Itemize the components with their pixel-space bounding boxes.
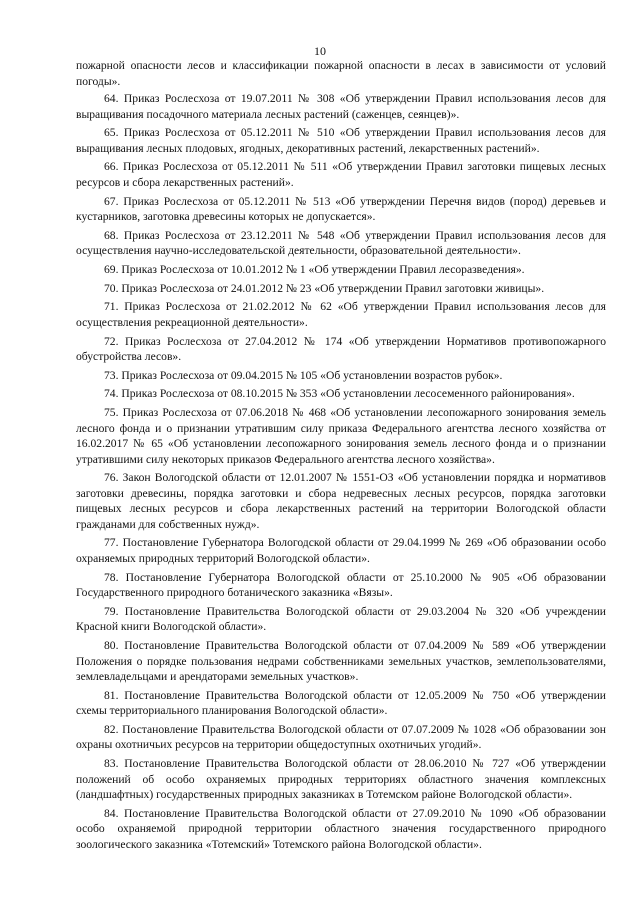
list-item-70: 70. Приказ Рослесхоза от 24.01.2012 № 23 «Об утверждении Правил заготовки живицы». — [104, 281, 545, 295]
list-item-77: 77. Постановление Губернатора Вологодской области от 29.04.1999 № 269 «Об образовании особо охраняемых природных территорий Вологодской области». — [76, 536, 606, 565]
paragraph-continuation: пожарной опасности лесов и классификации пожарной опасности в лесах в зависимости от условий погоды». — [76, 59, 606, 88]
list-item-67: 67. Приказ Рослесхоза от 05.12.2011 № 513 «Об утверждении Перечня видов (пород) деревьев и кустарников, заготовка древесины которых не допускается». — [76, 194, 606, 224]
list-item-69: 69. Приказ Рослесхоза от 10.01.2012 № 1 «Об утверждении Правил лесоразведения». — [104, 262, 525, 276]
list-item-84: 84. Постановление Правительства Вологодской области от 27.09.2010 № 1090 «Об образовании особо охраняемой природной территории областного значения государственного природного зоологического заказника «Тотемский» Тотемского района Вологодской области». — [76, 806, 606, 851]
list-item-80: 80. Постановление Правительства Вологодской области от 07.04.2009 № 589 «Об утверждении Положения о порядке пользования недрами собственниками земельных участков, землепользователями, землевладельцами и арендаторами земельных участков». — [76, 639, 606, 683]
list-item-68: 68. Приказ Рослесхоза от 23.12.2011 № 548 «Об утверждении Правил использования лесов для осуществления научно-исследовательской деятельности, образовательной деятельности». — [76, 228, 606, 258]
list-item-75: 75. Приказ Рослесхоза от 07.06.2018 № 468 «Об установлении лесопожарного зонирования земель лесного фонда и о признании утратившим силу приказа Федерального агентства лесного хозяйства от 16.02.2017 № 65 «Об установлении лесопожарного зонирования земель лесного фонда и о признании утратившими силу некоторых приказов Федерального агентства лесного хозяйства». — [76, 406, 606, 466]
list-item-71: 71. Приказ Рослесхоза от 21.02.2012 № 62 «Об утверждении Правил использования лесов для осуществления рекреационной деятельности». — [76, 300, 606, 329]
document-body — [76, 58, 606, 855]
list-item-73: 73. Приказ Рослесхоза от 09.04.2015 № 105 «Об установлении возрастов рубок». — [104, 368, 503, 382]
list-item-81: 81. Постановление Правительства Вологодской области от 12.05.2009 № 750 «Об утверждении схемы территориального планирования Вологодской области». — [76, 688, 606, 718]
list-item-64: 64. Приказ Рослесхоза от 19.07.2011 № 308 «Об утверждении Правил использования лесов для выращивания посадочного материала лесных растений (саженцев, сеянцев)». — [76, 92, 606, 121]
list-item-79: 79. Постановление Правительства Вологодской области от 29.03.2004 № 320 «Об учреждении Красной книги Вологодской области». — [76, 604, 606, 634]
list-item-83: 83. Постановление Правительства Вологодской области от 28.06.2010 № 727 «Об утверждении положений об особо охраняемых природных территориях областного значения комплексных (ландшафтных) государственных природных заказниках в Тотемском районе Вологодской области». — [76, 757, 606, 802]
list-item-82: 82. Постановление Правительства Вологодской области от 07.07.2009 № 1028 «Об образовании зон охраны охотничьих ресурсов на территории общедоступных охотничьих угодий». — [76, 722, 606, 752]
list-item-78: 78. Постановление Губернатора Вологодской области от 25.10.2000 № 905 «Об образовании Государственного природного ботанического заказника «Вязы». — [76, 570, 606, 600]
page-number: 10 — [314, 44, 326, 58]
list-item-72: 72. Приказ Рослесхоза от 27.04.2012 № 174 «Об утверждении Нормативов противопожарного обустройства лесов». — [76, 334, 606, 363]
list-item-66: 66. Приказ Рослесхоза от 05.12.2011 № 511 «Об утверждении Правил заготовки пищевых лесных ресурсов и сбора лекарственных растений». — [76, 160, 606, 189]
list-item-76: 76. Закон Вологодской области от 12.01.2007 № 1551-ОЗ «Об установлении порядка и нормативов заготовки древесины, порядка заготовки и сбора недревесных лесных ресурсов, порядка заготовки пищевых лесных ресурсов и сбора лекарственных растений на территории Вологодской области гражданами для собственных нужд». — [76, 471, 606, 531]
list-item-65: 65. Приказ Рослесхоза от 05.12.2011 № 510 «Об утверждении Правил использования лесов для выращивания лесных плодовых, ягодных, декоративных растений, лекарственных растений». — [76, 126, 606, 155]
list-item-74: 74. Приказ Рослесхоза от 08.10.2015 № 353 «Об установлении лесосеменного районирования». — [104, 387, 575, 401]
